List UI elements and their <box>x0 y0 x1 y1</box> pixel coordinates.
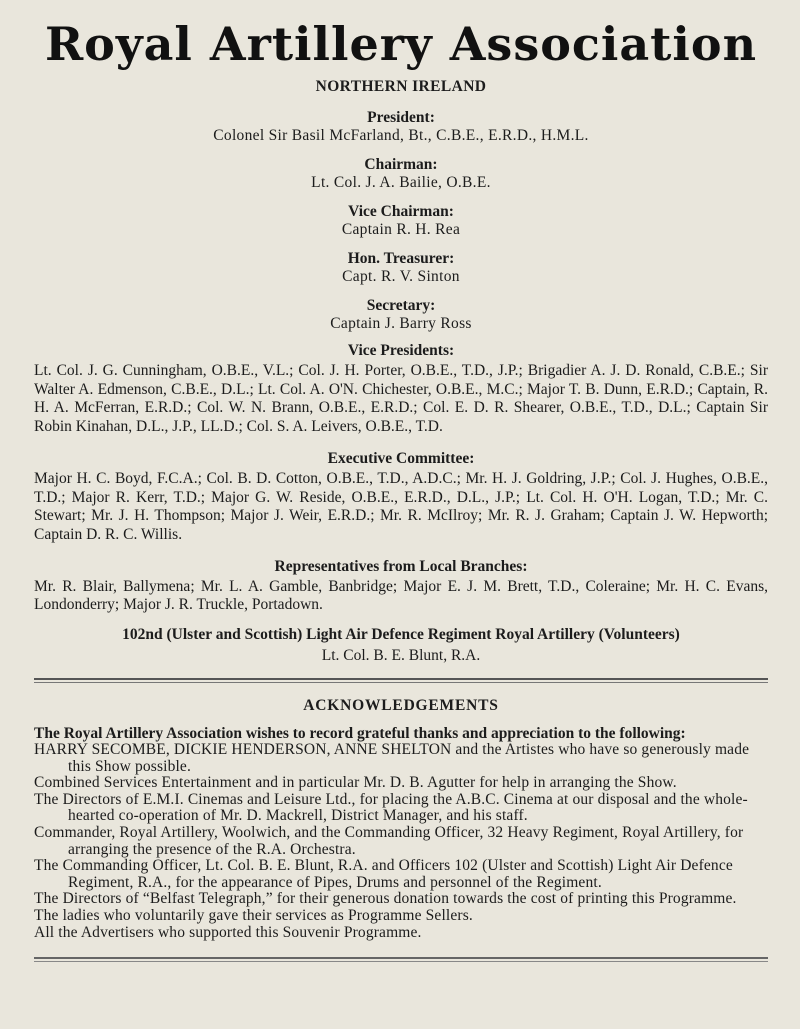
office-holder: Captain J. Barry Ross <box>330 315 472 332</box>
office-role: Secretary: <box>366 297 436 314</box>
office-holder: Captain R. H. Rea <box>341 221 461 238</box>
local-branches-list: Mr. R. Blair, Ballymena; Mr. L. A. Gamble, Banbridge; Major E. J. M. Brett, T.D., Coleraine; Mr. H. C. Evans, Londonderry; Major J. R. Truckle, Portadown. <box>34 577 768 614</box>
office-secretary <box>34 297 768 333</box>
page-subtitle: NORTHERN IRELAND <box>315 78 487 95</box>
acknowledgement-item: The Commanding Officer, Lt. Col. B. E. Blunt, R.A. and Officers 102 (Ulster and Scottish) Light Air Defence Regiment, R.A., for the appearance of Pipes, Drums and personnel of the Regiment. <box>34 857 733 891</box>
acknowledgement-item: HARRY SECOMBE, DICKIE HENDERSON, ANNE SHELTON and the Artistes who have so generously made this Show possible. <box>34 741 750 775</box>
executive-committee-heading: Executive Committee: <box>327 449 475 467</box>
office-president <box>34 109 768 145</box>
divider <box>34 678 768 683</box>
office-holder: Lt. Col. J. A. Bailie, O.B.E. <box>311 174 491 191</box>
acknowledgement-item: All the Advertisers who supported this Souvenir Programme. <box>34 923 422 941</box>
page-title: Royal Artillery Association <box>44 17 758 71</box>
office-holder: Capt. R. V. Sinton <box>342 268 460 285</box>
office-treasurer <box>34 250 768 286</box>
vice-presidents-heading: Vice Presidents: <box>347 342 455 359</box>
office-chairman <box>34 156 768 192</box>
office-holder: Colonel Sir Basil McFarland, Bt., C.B.E., E.R.D., H.M.L. <box>213 127 589 144</box>
acknowledgement-item: Commander, Royal Artillery, Woolwich, and the Commanding Officer, 32 Heavy Regiment, Royal Artillery, for arranging the presence of the R.A. Orchestra. <box>34 824 744 858</box>
acknowledgement-item: The Directors of “Belfast Telegraph,” for their generous donation towards the cost of printing this Programme. <box>34 890 737 908</box>
acknowledgements-heading: ACKNOWLEDGEMENTS <box>303 697 499 715</box>
office-role: Vice Chairman: <box>348 203 454 220</box>
office-role: Chairman: <box>364 156 438 173</box>
acknowledgement-item: Combined Services Entertainment and in particular Mr. D. B. Agutter for help in arranging the Show. <box>34 774 677 792</box>
office-vice-chairman <box>34 203 768 239</box>
bottom-divider <box>34 957 768 962</box>
office-role: Hon. Treasurer: <box>347 250 455 267</box>
acknowledgement-item: The ladies who voluntarily gave their services as Programme Sellers. <box>34 906 473 924</box>
acknowledgements-intro: The Royal Artillery Association wishes to record grateful thanks and appreciation to the following: <box>34 725 686 743</box>
acknowledgement-item: The Directors of E.M.I. Cinemas and Leisure Ltd., for placing the A.B.C. Cinema at our disposal and the whole-hearted co-operation of Mr. D. Mackrell, District Manager, and his staff. <box>34 790 748 825</box>
regiment-name: 102nd (Ulster and Scottish) Light Air Defence Regiment Royal Artillery (Volunteers) <box>122 626 680 644</box>
regiment-commander: Lt. Col. B. E. Blunt, R.A. <box>321 647 481 665</box>
executive-committee-list: Major H. C. Boyd, F.C.A.; Col. B. D. Cotton, O.B.E., T.D., A.D.C.; Mr. H. J. Goldring, J.P.; Col. J. Hughes, O.B.E., T.D.; Major R. Kerr, T.D.; Major G. W. Reside, O.B.E., E.R.D., D.L., J.P.; Lt. Col. H. O'H. Logan, T.D.; Mr. C. Stewart; Mr. J. H. Thompson; Major J. Weir, E.R.D.; Mr. R. McIlroy; Mr. R. J. Graham; Captain J. W. Hepworth; Captain D. R. C. Willis. <box>34 469 768 543</box>
vice-presidents-list: Lt. Col. J. G. Cunningham, O.B.E., V.L.; Col. J. H. Porter, O.B.E., T.D., J.P.; Brigadier A. J. D. Ronald, C.B.E.; Sir Walter A. Edmenson, C.B.E., D.L.; Lt. Col. A. O'N. Chichester, O.B.E., M.C.; Major T. B. Dunn, E.R.D.; Captain, R. H. A. McFerran, E.R.D.; Col. W. N. Brann, O.B.E., E.R.D.; Col. E. D. R. Shearer, O.B.E., T.D., D.L.; Captain Sir Robin Kinahan, D.L., J.P., LL.D.; Col. S. A. Leivers, O.B.E., T.D. <box>34 362 768 436</box>
acknowledgements-list <box>34 742 768 941</box>
office-role: President: <box>367 109 435 126</box>
local-branches-heading: Representatives from Local Branches: <box>274 557 528 575</box>
